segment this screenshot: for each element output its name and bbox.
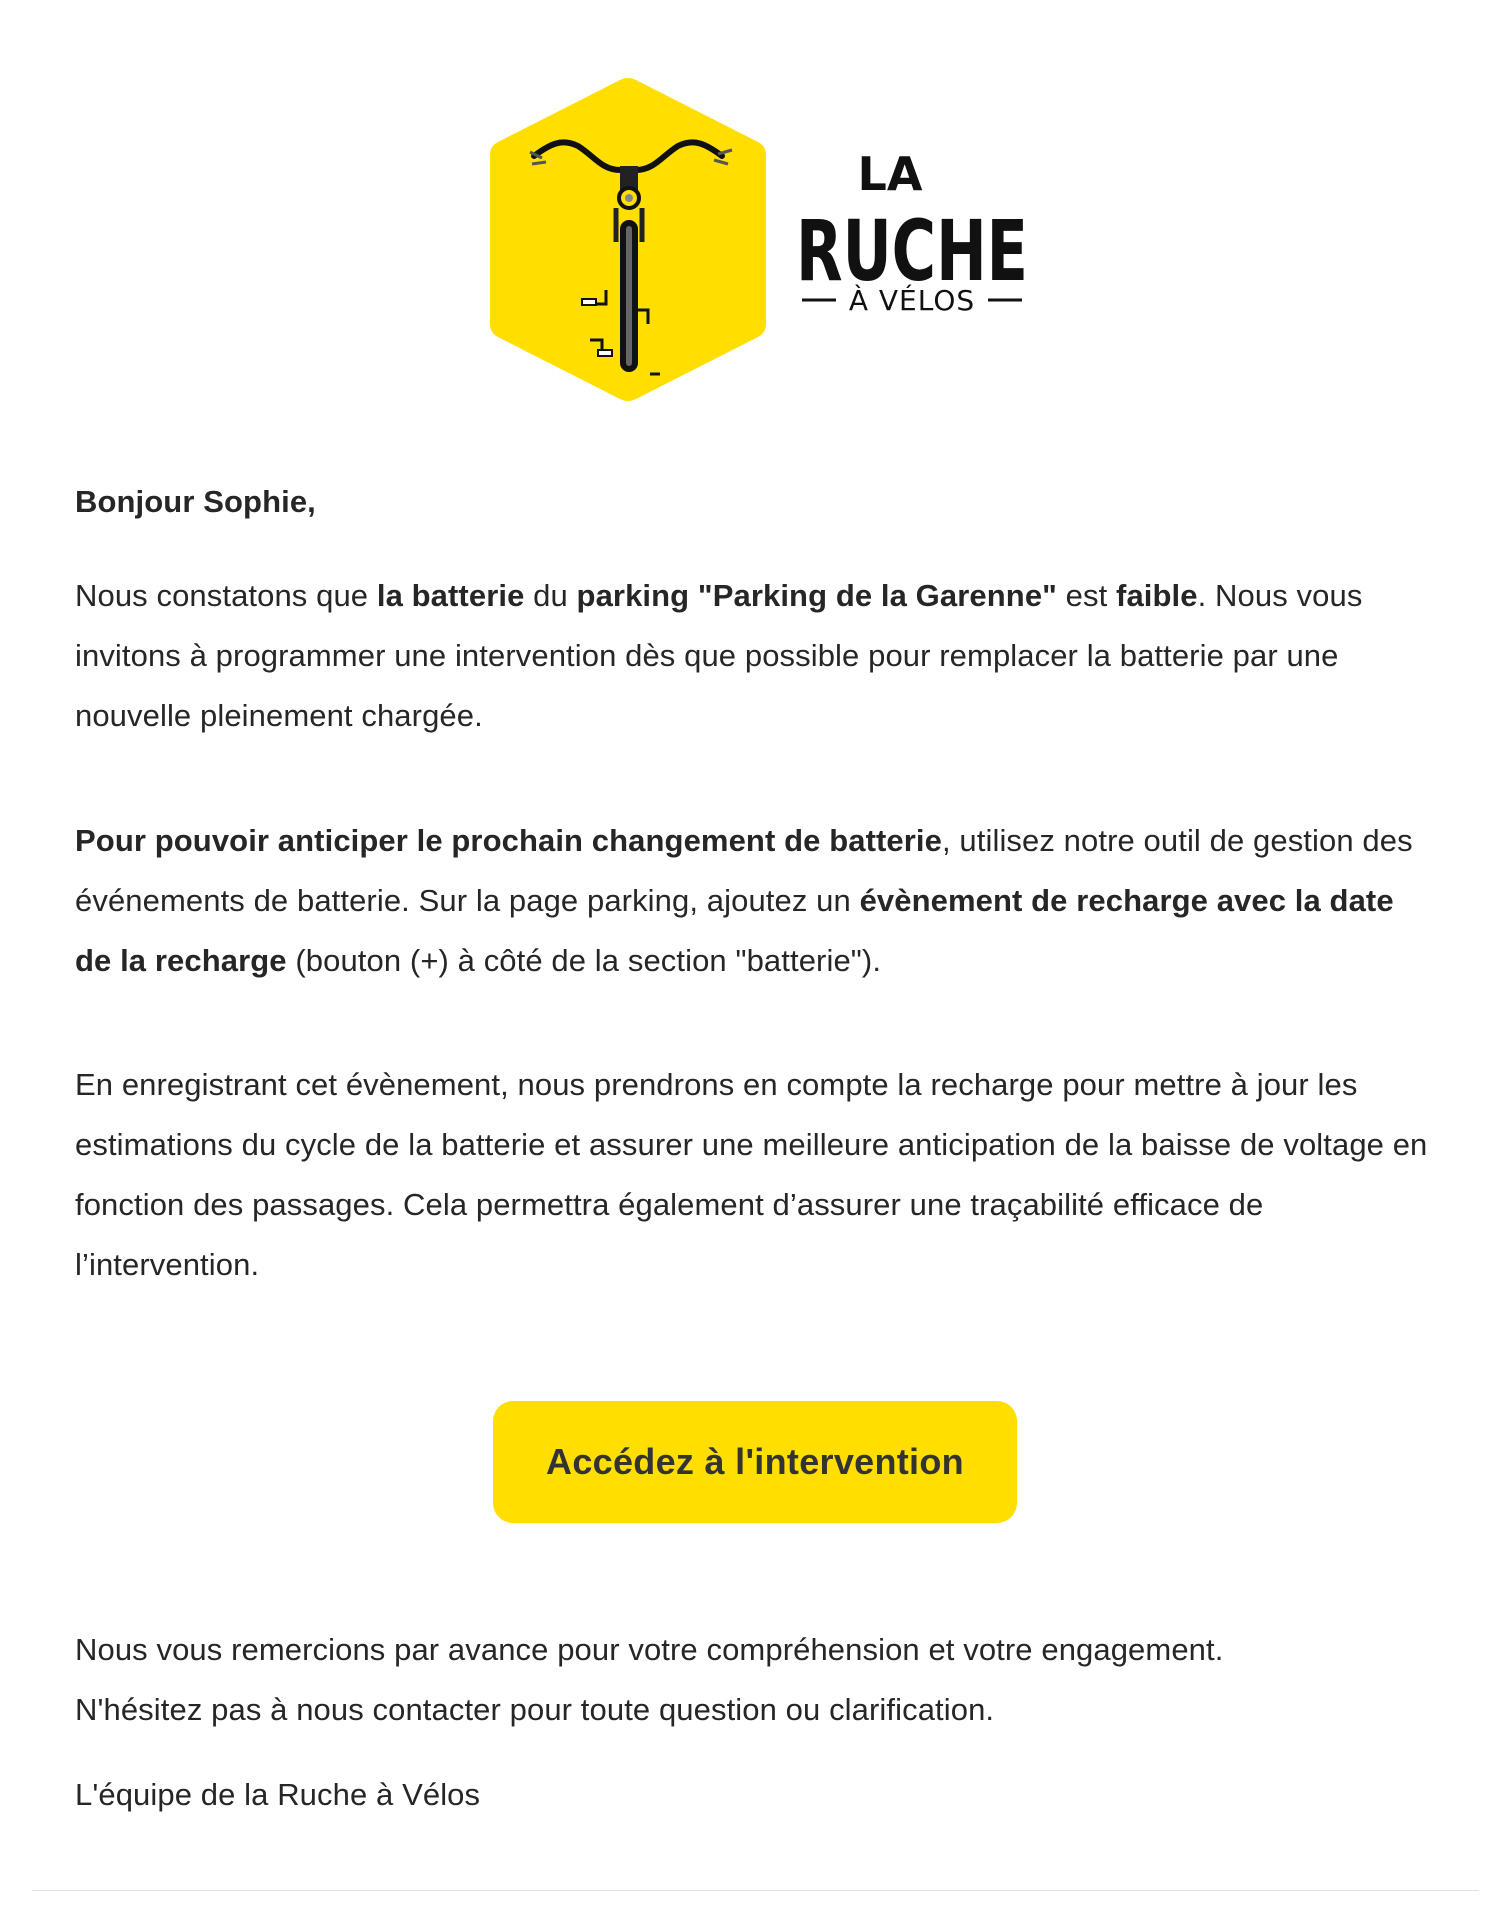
- closing-line-1: Nous vous remercions par avance pour votre compréhension et votre engagement.: [75, 1632, 1224, 1667]
- signature: L'équipe de la Ruche à Vélos: [75, 1777, 481, 1812]
- p1-text-2: du: [524, 578, 577, 613]
- la-ruche-a-velos-logo: [470, 74, 1040, 404]
- paragraph-anticipate: [75, 811, 1435, 991]
- greeting: [75, 472, 1435, 532]
- p2-text-1: , utilisez notre outil de gestion des événements de batterie. Sur la page parking, ajoutez un: [75, 823, 1413, 918]
- p1-text-1: Nous constatons que: [75, 578, 377, 613]
- logo-word-ruche: RUCHE: [796, 202, 1028, 300]
- paragraph-battery-low: [75, 566, 1435, 746]
- p1-bold-parking: parking "Parking de la Garenne": [576, 578, 1057, 613]
- logo-wordmark: [470, 74, 1040, 404]
- p1-text-3: est: [1056, 578, 1117, 613]
- p1-bold-battery: la batterie: [376, 578, 525, 613]
- p2-bold-1: Pour pouvoir anticiper le prochain changement de batterie: [75, 823, 942, 858]
- access-intervention-button[interactable]: Accédez à l'intervention: [493, 1401, 1017, 1523]
- closing-line-2: N'hésitez pas à nous contacter pour toute question ou clarification.: [75, 1692, 995, 1727]
- logo-word-la: LA: [857, 147, 923, 201]
- greeting-text: Bonjour Sophie,: [75, 484, 316, 519]
- closing-paragraph: [75, 1620, 1435, 1740]
- p2-bold-2: évènement de recharge avec la date de la recharge: [75, 883, 1394, 978]
- paragraph-recording: En enregistrant cet évènement, nous prendrons en compte la recharge pour mettre à jour les estimations du cycle de la batterie et assurer une meilleure anticipation de la baisse de voltage en fonction des passages. Cela permettra également d’assurer une traçabilité efficace de l’intervention.: [75, 1067, 1428, 1282]
- p1-bold-faible: faible: [1116, 578, 1198, 613]
- logo-word-a-velos: À VÉLOS: [848, 284, 976, 317]
- footer-divider: [32, 1890, 1479, 1891]
- p1-text-4: . Nous vous invitons à programmer une intervention dès que possible pour remplacer la batterie par une nouvelle pleinement chargée.: [75, 578, 1363, 733]
- p2-text-2: (bouton (+) à côté de la section "batterie").: [286, 943, 882, 978]
